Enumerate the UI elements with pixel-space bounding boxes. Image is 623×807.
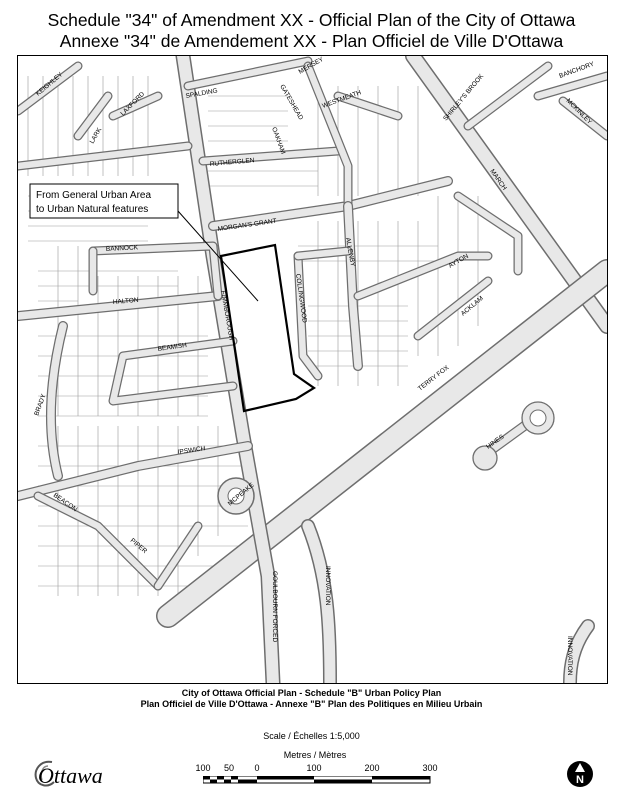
street-label-piper: PIPER — [128, 537, 149, 556]
scale-tick-label: 300 — [422, 763, 438, 773]
map-canvas — [18, 56, 607, 683]
ottawa-logo-text: Ottawa — [38, 763, 103, 788]
scale-tick-label: 200 — [364, 763, 380, 773]
scale-tick-label: 100 — [195, 763, 211, 773]
street-label-gateshead: GATESHEAD — [278, 83, 305, 122]
street-label-laxford: LAXFORD — [119, 90, 147, 118]
street-label-beacon: BEACON — [51, 491, 79, 514]
north-letter: N — [576, 774, 584, 786]
street-label-brady: BRADY — [33, 393, 48, 417]
street-label-lark: LARK — [88, 126, 104, 145]
scale-tick-label: 0 — [254, 763, 260, 773]
street-label-bannock: BANNOCK — [105, 244, 139, 253]
street-label-mcpeake: MCPEAKE — [226, 481, 256, 508]
street-label-goulbourn-forced: GOULBOURN FORCED — [271, 571, 278, 643]
street-label-beamish: BEAMISH — [157, 341, 188, 353]
street-label-keighley: KEIGHLEY — [34, 71, 65, 98]
street-label-halton: HALTON — [112, 296, 139, 306]
street-label-banchory: BANCHORY — [558, 60, 596, 80]
street-label-collingwood: COLLINGWOOD — [294, 273, 308, 324]
street-label-fimmborough: FIMMBOROUGH — [219, 290, 235, 341]
street-label-mckinley: MCKINLEY — [564, 97, 594, 126]
street-label-shirleys-brook: SHIRLEY'S BROOK — [442, 72, 486, 123]
street-label-rutherglen: RUTHERGLEN — [209, 157, 255, 168]
scale-bar — [203, 776, 433, 784]
street-label-mersey: MERSEY — [297, 56, 325, 76]
street-label-morgans-grant: MORGAN'S GRANT — [217, 217, 278, 233]
map-frame — [17, 55, 608, 684]
street-label-march: MARCH — [488, 168, 508, 192]
street-label-ayton: AYTON — [447, 252, 470, 270]
map-title-english: Schedule "34" of Amendment XX - Official Plan of the City of Ottawa — [47, 10, 576, 30]
scale-units-label: Metres / Mètres — [283, 750, 347, 760]
scale-ratio: Scale / Échelles 1:5,000 — [263, 731, 360, 741]
street-label-allenby: ALLENBY — [344, 237, 357, 268]
scale-tick-label: 50 — [223, 763, 235, 773]
scale-tick-label: 100 — [306, 763, 322, 773]
street-label-acklam: ACKLAM — [459, 294, 485, 318]
road-network — [18, 56, 607, 683]
callout-line-1: From General Urban Area — [36, 190, 152, 201]
street-label-innovation-1: INNOVATION — [324, 566, 331, 606]
street-label-oakham: OAKHAM — [270, 126, 287, 156]
street-label-westmeath: WESTMEATH — [321, 89, 363, 110]
callout-line-2: to Urban Natural features — [36, 204, 149, 215]
street-label-ipswich: IPSWICH — [177, 445, 206, 456]
street-label-terry-fox: TERRY FOX — [416, 364, 451, 393]
street-label-spalding: SPALDING — [185, 87, 219, 100]
street-label-hines: HINES — [485, 433, 506, 451]
map-title-french: Annexe "34" de Amendement XX - Plan Officiel de Ville D'Ottawa — [59, 31, 564, 51]
street-label-innovation-2: INNOVATION — [566, 636, 573, 676]
plan-subtitle-english: City of Ottawa Official Plan - Schedule "B" Urban Policy Plan — [181, 688, 442, 698]
plan-subtitle-french: Plan Officiel de Ville D'Ottawa - Annexe "B" Plan des Politiques en Milieu Urbain — [140, 699, 483, 709]
north-arrow-icon — [566, 760, 594, 793]
